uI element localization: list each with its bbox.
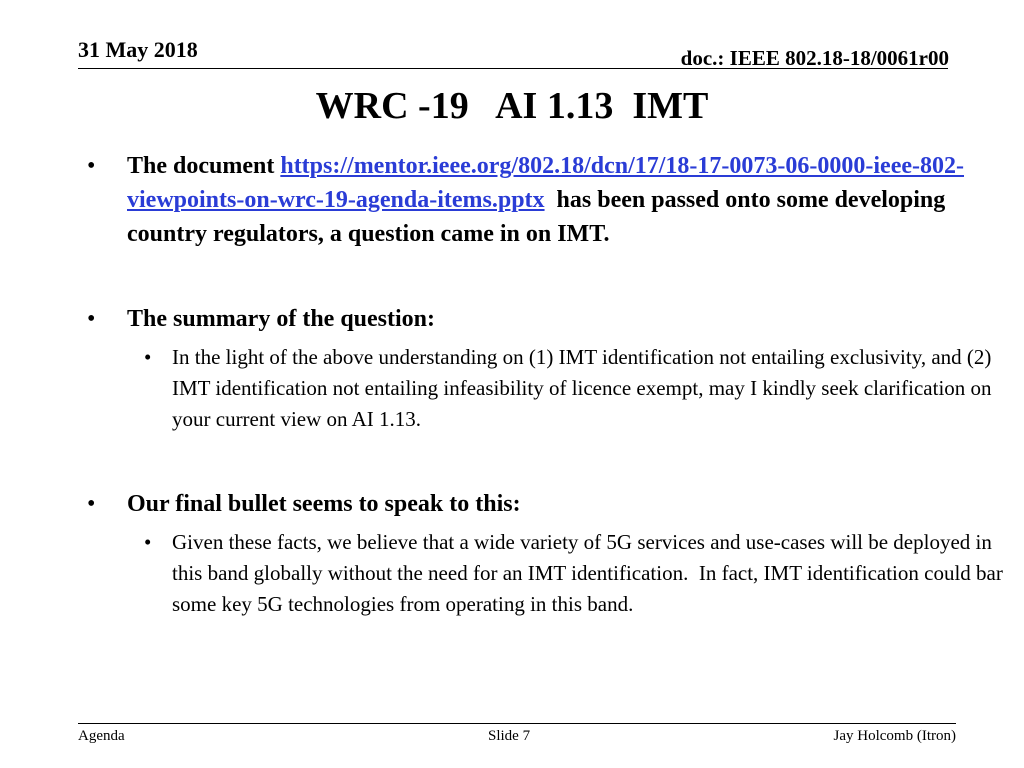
footer-author: Jay Holcomb (Itron): [833, 728, 956, 744]
bullet-summary: • The summary of the question:: [127, 302, 1007, 336]
sub-bullet-final: • Given these facts, we believe that a wide variety of 5G services and use-cases will be deployed in this band globally without the need for an IMT identification. In fact, IMT identification could bar some key 5G technologies from operating in this band.: [172, 527, 1012, 620]
bullet-document-prefix: The document: [127, 153, 281, 179]
bullet-document-suffix: has been passed onto some developing country regulators, a question came in on IMT.: [127, 187, 952, 247]
document-link[interactable]: https://mentor.ieee.org/802.18/dcn/17/18-17-0073-06-0000-ieee-802-viewpoints-on-wrc-19-agenda-items.pptx: [127, 153, 964, 213]
header-doc-id: doc.: IEEE 802.18-18/0061r00: [680, 46, 949, 70]
footer-slide-number: Slide 7: [488, 728, 531, 744]
slide-title: WRC -19 AI 1.13 IMT: [315, 85, 709, 127]
sub-bullet-summary: • In the light of the above understanding on (1) IMT identification not entailing exclusivity, and (2) IMT identification not entailing infeasibility of licence exempt, may I kindly seek clarification on your current view on AI 1.13.: [172, 342, 1012, 435]
bullet-document: [127, 149, 1007, 251]
footer-divider: [78, 723, 956, 724]
header-divider: [78, 68, 948, 69]
footer-left: Agenda: [78, 728, 125, 744]
bullet-final: • Our final bullet seems to speak to this:: [127, 487, 1007, 521]
header-date: 31 May 2018: [78, 37, 198, 62]
